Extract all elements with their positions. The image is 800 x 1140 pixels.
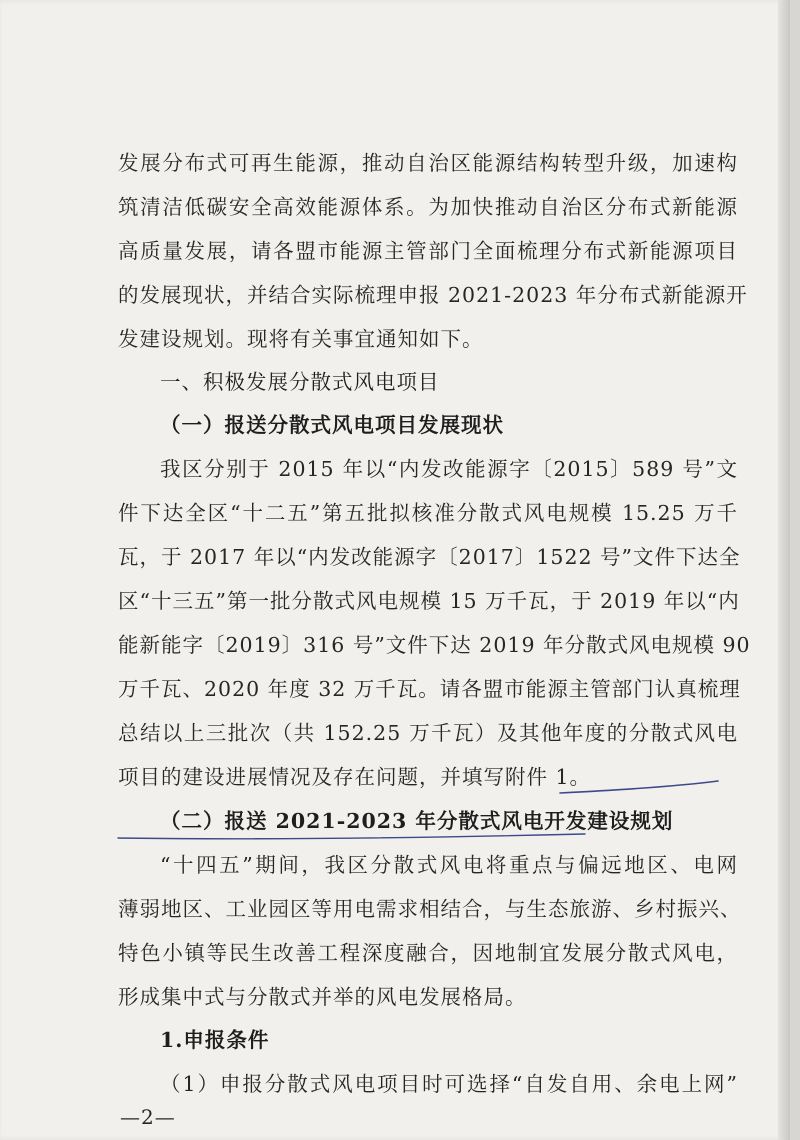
status-line-8: 项目的建设进展情况及存在问题，并填写附件 1。 bbox=[118, 765, 592, 789]
status-line-3: 瓦，于 2017 年以“内发改能源字〔2017〕1522 号”文件下达全 bbox=[118, 545, 741, 569]
section1-heading: 一、积极发展分散式风电项目 bbox=[160, 370, 440, 394]
status-line-5: 能新能字〔2019〕316 号”文件下达 2019 年分散式风电规模 90 bbox=[118, 633, 751, 657]
page-edge-shadow bbox=[778, 0, 790, 1140]
item1-line-1: （1）申报分散式风电项目时可选择“自发自用、余电上网” bbox=[160, 1072, 738, 1096]
status-line-1: 我区分别于 2015 年以“内发改能源字〔2015〕589 号”文 bbox=[160, 457, 738, 481]
plan-line-3: 特色小镇等民生改善工程深度融合，因地制宜发展分散式风电， bbox=[118, 941, 738, 965]
intro-line-2: 筑清洁低碳安全高效能源体系。为加快推动自治区分布式新能源 bbox=[118, 195, 738, 219]
status-line-6: 万千瓦、2020 年度 32 万千瓦。请各盟市能源主管部门认真梳理 bbox=[118, 677, 741, 701]
plan-line-2: 薄弱地区、工业园区等用电需求相结合，与生态旅游、乡村振兴、 bbox=[118, 897, 742, 921]
intro-line-4: 的发展现状，并结合实际梳理申报 2021-2023 年分布式新能源开 bbox=[118, 283, 748, 307]
item1-heading: 1.申报条件 bbox=[160, 1028, 270, 1052]
intro-line-1: 发展分布式可再生能源，推动自治区能源结构转型升级，加速构 bbox=[118, 151, 738, 175]
status-line-2: 件下达全区“十二五”第五批拟核准分散式风电规模 15.25 万千 bbox=[118, 501, 738, 525]
subsection2-heading: （二）报送 2021-2023 年分散式风电开发建设规划 bbox=[160, 809, 674, 833]
plan-line-1: “十四五”期间，我区分散式风电将重点与偏远地区、电网 bbox=[160, 853, 738, 877]
page-number: —2— bbox=[120, 1105, 176, 1129]
intro-line-3: 高质量发展，请各盟市能源主管部门全面梳理分布式新能源项目 bbox=[118, 239, 738, 263]
subsection1-heading: （一）报送分散式风电项目发展现状 bbox=[160, 413, 504, 437]
plan-line-4: 形成集中式与分散式并举的风电发展格局。 bbox=[118, 985, 527, 1009]
status-line-4: 区“十三五”第一批分散式风电规模 15 万千瓦，于 2019 年以“内 bbox=[118, 589, 740, 613]
intro-line-5: 发建设规划。现将有关事宜通知如下。 bbox=[118, 327, 484, 351]
status-line-7: 总结以上三批次（共 152.25 万千瓦）及其他年度的分散式风电 bbox=[118, 721, 738, 745]
